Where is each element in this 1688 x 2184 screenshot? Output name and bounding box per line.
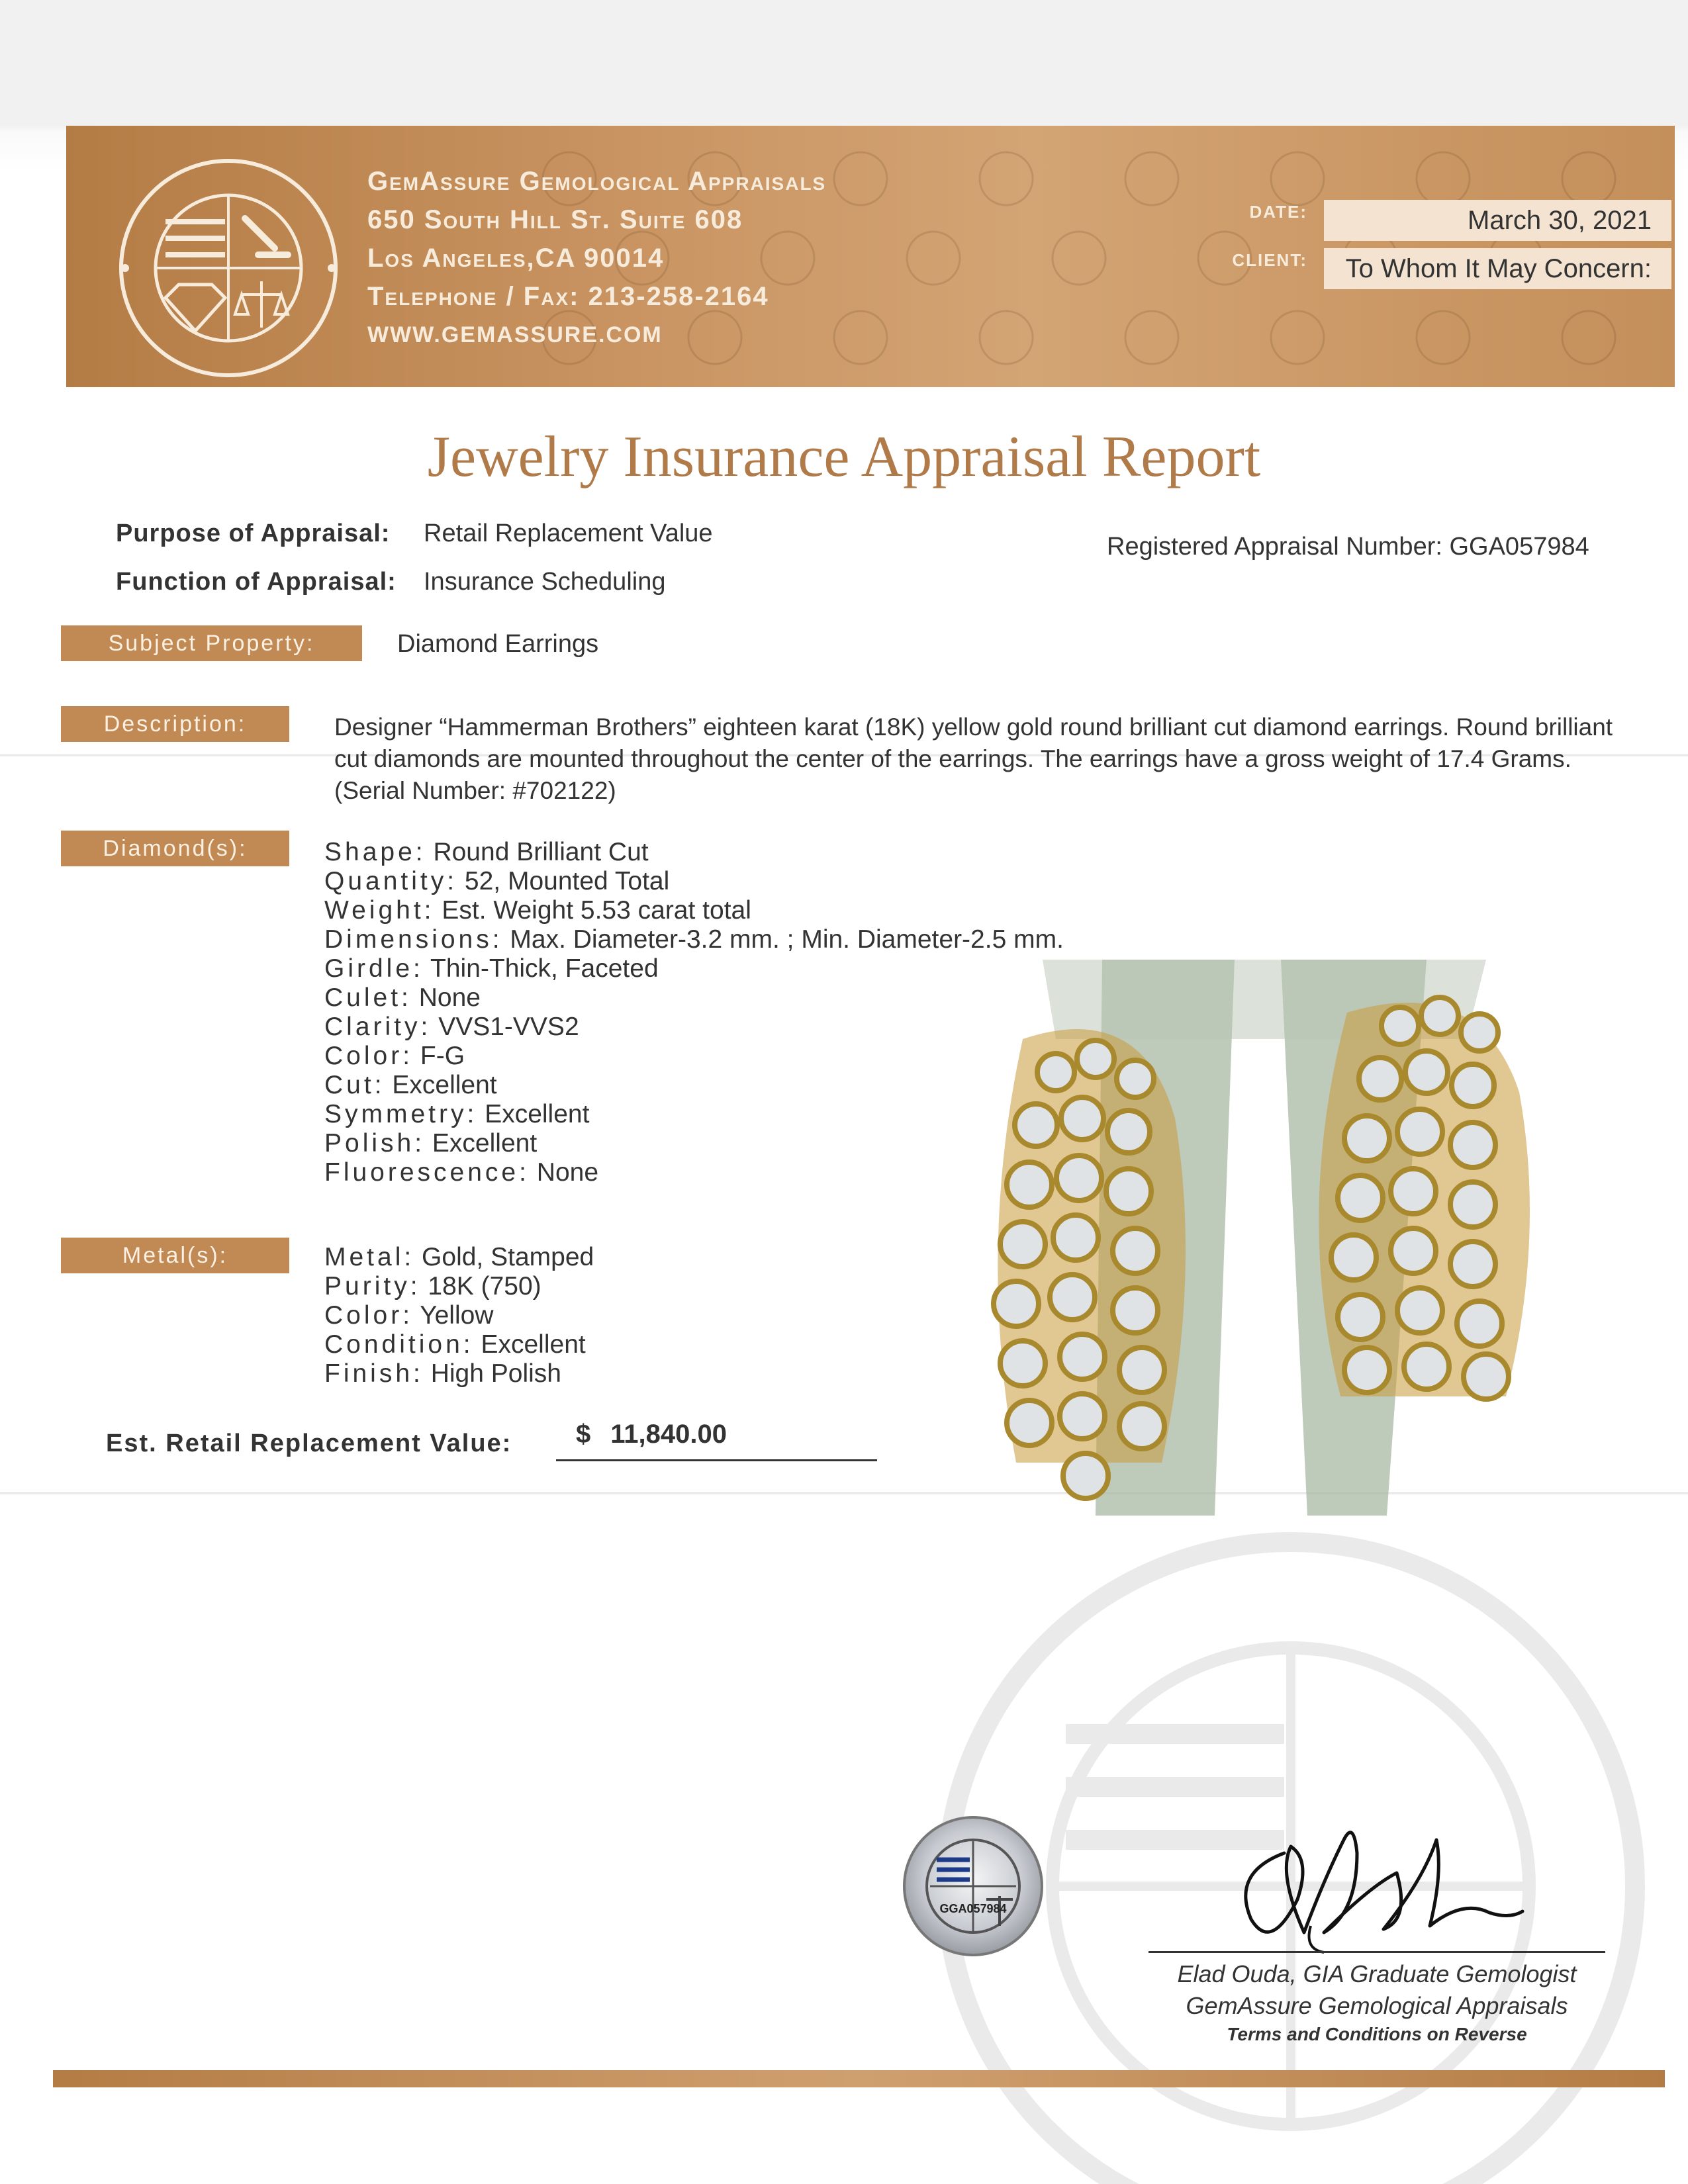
- client-label: CLIENT:: [1232, 250, 1307, 270]
- subject-property-tag: Subject Property:: [61, 625, 362, 661]
- spec-key: Shape:: [324, 838, 426, 866]
- spec-key: Quantity:: [324, 867, 458, 895]
- earrings-photo: [923, 960, 1662, 1516]
- right-earring: [1319, 997, 1530, 1399]
- spec-key: Purity:: [324, 1272, 421, 1300]
- metal-specs: [324, 1243, 594, 1388]
- spec-key: Culet:: [324, 983, 412, 1012]
- spec-row: [324, 1330, 594, 1359]
- diamonds-tag: Diamond(s):: [61, 831, 289, 866]
- spec-value: F-G: [420, 1042, 465, 1070]
- spec-value: Max. Diameter-3.2 mm. ; Min. Diameter-2.5 mm.: [510, 925, 1064, 954]
- spec-row: [324, 1301, 594, 1330]
- spec-row: [324, 896, 1064, 925]
- company-website: WWW.GEMASSURE.COM: [367, 322, 663, 347]
- spec-key: Color:: [324, 1042, 414, 1070]
- function-label: Function of Appraisal:: [116, 568, 397, 596]
- spec-key: Condition:: [324, 1330, 474, 1359]
- spec-value: Excellent: [392, 1071, 497, 1099]
- spec-key: Cut:: [324, 1071, 385, 1099]
- client-value: To Whom It May Concern:: [1324, 248, 1671, 289]
- spec-key: Dimensions:: [324, 925, 503, 954]
- spec-key: Girdle:: [324, 954, 424, 983]
- spec-row: [324, 1243, 594, 1272]
- date-value: March 30, 2021: [1324, 200, 1671, 241]
- seal-number: GGA057984: [939, 1902, 1007, 1915]
- company-info: [367, 162, 826, 354]
- footer-band: [53, 2070, 1665, 2087]
- spec-value: Gold, Stamped: [422, 1243, 594, 1271]
- appraiser-name: Elad Ouda, GIA Graduate Gemologist: [1177, 1960, 1577, 1987]
- spec-key: Color:: [324, 1301, 414, 1330]
- spec-value: 52, Mounted Total: [464, 867, 670, 895]
- company-city: Los Angeles,CA 90014: [367, 244, 665, 273]
- retail-value-amount: [556, 1420, 877, 1461]
- spec-value: Excellent: [485, 1100, 590, 1128]
- spec-value: Thin-Thick, Faceted: [430, 954, 659, 983]
- left-earring: [994, 1029, 1186, 1498]
- spec-key: Metal:: [324, 1243, 415, 1271]
- gemassure-logo-icon: [116, 156, 341, 381]
- spec-key: Polish:: [324, 1129, 426, 1158]
- registered-appraisal-number: Registered Appraisal Number: GGA057984: [1107, 533, 1589, 561]
- spec-value: Yellow: [420, 1301, 494, 1330]
- company-phone: Telephone / Fax: 213-258-2164: [367, 282, 769, 311]
- purpose-value: Retail Replacement Value: [424, 520, 713, 547]
- appraiser-signature: [1211, 1800, 1529, 1959]
- spec-row: [324, 867, 1064, 896]
- currency-symbol: $: [576, 1420, 591, 1449]
- retail-value-label: Est. Retail Replacement Value:: [106, 1430, 512, 1457]
- appraiser-company: GemAssure Gemological Appraisals: [1186, 1992, 1568, 2019]
- spec-row: [324, 1359, 594, 1388]
- purpose-label: Purpose of Appraisal:: [116, 520, 391, 547]
- company-address: 650 South Hill St. Suite 608: [367, 205, 743, 234]
- spec-value: Excellent: [481, 1330, 586, 1359]
- spec-value: Round Brilliant Cut: [433, 838, 649, 866]
- spec-key: Symmetry:: [324, 1100, 478, 1128]
- amount-value: 11,840.00: [610, 1420, 727, 1449]
- spec-row: [324, 1272, 594, 1301]
- description-text: Designer “Hammerman Brothers” eighteen karat (18K) yellow gold round brilliant cut diamond earrings. Round brilliant cut diamonds are mounted throughout the center of the earrings. The earrings have a gross weight of 17.4 Grams. (Serial Number: #702122): [334, 713, 1613, 804]
- spec-value: 18K (750): [428, 1272, 541, 1300]
- spec-value: None: [536, 1158, 599, 1187]
- spec-value: VVS1-VVS2: [438, 1013, 579, 1041]
- spec-key: Clarity:: [324, 1013, 432, 1041]
- date-label: DATE:: [1249, 202, 1307, 222]
- spec-row: [324, 925, 1064, 954]
- spec-key: Fluorescence:: [324, 1158, 530, 1187]
- terms-note: Terms and Conditions on Reverse: [1227, 2024, 1527, 2044]
- metals-tag: Metal(s):: [61, 1238, 289, 1273]
- signature-line: [1149, 1951, 1605, 1953]
- spec-value: None: [418, 983, 481, 1012]
- spec-value: Excellent: [432, 1129, 538, 1158]
- function-value: Insurance Scheduling: [424, 568, 666, 596]
- hologram-seal-icon: [900, 1813, 1046, 1959]
- spec-key: Weight:: [324, 896, 435, 925]
- spec-value: Est. Weight 5.53 carat total: [442, 896, 751, 925]
- spec-value: High Polish: [430, 1359, 561, 1388]
- description-tag: Description:: [61, 706, 289, 742]
- report-title: Jewelry Insurance Appraisal Report: [427, 425, 1261, 489]
- spec-row: [324, 838, 1064, 867]
- subject-property-value: Diamond Earrings: [397, 630, 599, 658]
- spec-key: Finish:: [324, 1359, 424, 1388]
- company-name: GemAssure Gemological Appraisals: [367, 167, 827, 196]
